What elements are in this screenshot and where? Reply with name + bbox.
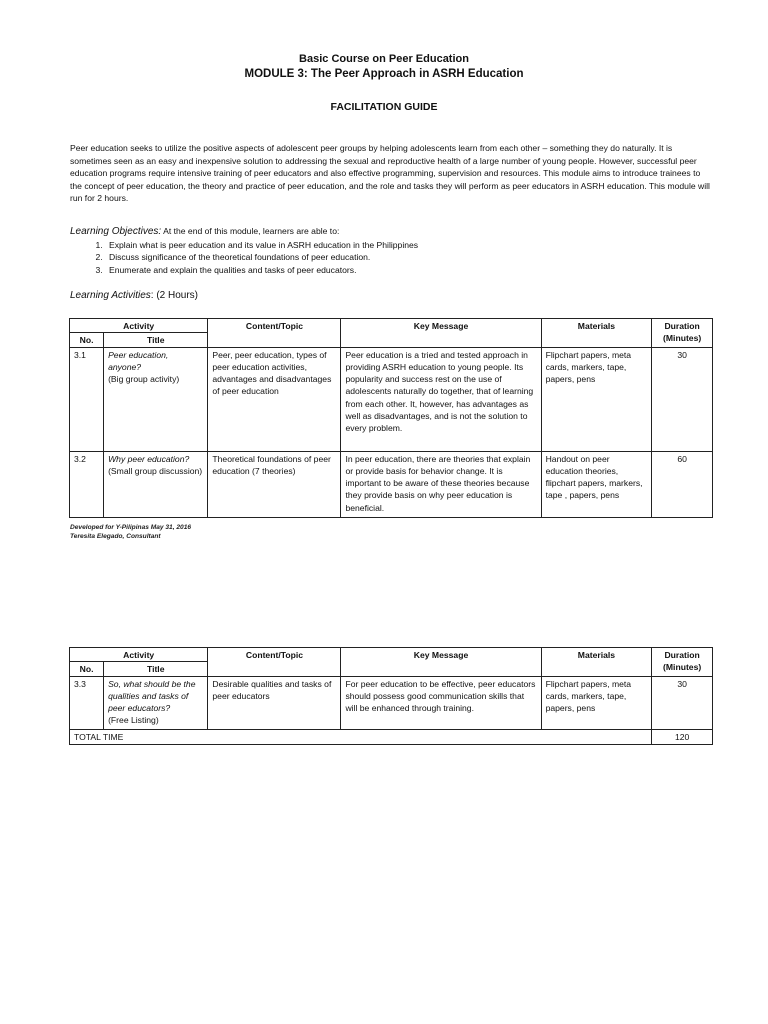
table-row <box>70 451 713 517</box>
objective-item: 3. Enumerate and explain the qualities and tasks of peer educators. <box>105 264 710 277</box>
row-title <box>104 347 208 451</box>
total-row <box>70 729 713 744</box>
header-activity: Activity <box>70 319 208 333</box>
objective-item: 2. Discuss significance of the theoretical foundations of peer education. <box>105 251 710 264</box>
table-header-row <box>70 648 713 662</box>
row-content: Desirable qualities and tasks of peer educators <box>208 676 341 729</box>
row-no: 3.3 <box>70 676 104 729</box>
row-title <box>104 451 208 517</box>
header-duration-line2: (Minutes) <box>663 662 702 673</box>
header-duration <box>652 648 713 677</box>
row-no: 3.2 <box>70 451 104 517</box>
header-duration-line1: Duration <box>664 650 700 660</box>
header-materials: Materials <box>541 648 652 677</box>
row-title-text: Peer education, anyone? <box>108 349 169 372</box>
row-duration: 30 <box>652 676 713 729</box>
learning-objectives <box>70 225 710 276</box>
row-format: (Small group discussion) <box>108 465 203 476</box>
header-duration-line1: Duration <box>664 321 700 331</box>
row-key-message: In peer education, there are theories that explain or provide basis for behavior change. It is important to be aware of these theories because they provide basis on why peer education is beneficial. <box>341 451 541 517</box>
activities-table-1 <box>69 318 713 518</box>
header-key-message: Key Message <box>341 319 541 348</box>
intro-paragraph: Peer education seeks to utilize the positive aspects of adolescent peer groups by helping adolescents learn from each other – something they do naturally. It is sometimes seen as an easy and inexpensive solution to addressing the sexual and reproductive health of a large number of young people. However, successful peer education programs require intensive training of peer educators and also effective programming, supervision and resources. This module aims to introduce trainees to the concept of peer education, the theory and practice of peer education, and the role and tasks they will perform as peer educators in ASRH education. This module will run for 2 hours. <box>70 143 710 203</box>
row-materials: Handout on peer education theories, flipchart papers, markers, tape , papers, pens <box>541 451 652 517</box>
footer-line-2: Teresita Elegado, Consultant <box>70 533 161 540</box>
row-title-text: So, what should be the qualities and tasks of peer educators? <box>108 678 196 714</box>
header-title: Title <box>104 662 208 676</box>
row-no: 3.1 <box>70 347 104 451</box>
activities-table-2 <box>69 647 713 745</box>
header-key-message: Key Message <box>341 648 541 677</box>
table-header-row <box>70 319 713 333</box>
objectives-list <box>70 239 710 277</box>
table-row <box>70 676 713 729</box>
objective-item: 1. Explain what is peer education and its value in ASRH education in the Philippines <box>105 239 710 252</box>
objectives-lead-rest: At the end of this module, learners are able to: <box>161 226 340 236</box>
footer-line-1: Developed for Y-Pilipinas May 31, 2016 <box>70 524 192 531</box>
header-title: Title <box>104 333 208 347</box>
course-title: Basic Course on Peer Education <box>299 53 469 65</box>
footer-credit <box>70 523 191 541</box>
row-key-message: Peer education is a tried and tested approach in providing ASRH education to young people. Its popularity and success rest on the use of adolescents naturally do together, that of learning from each other. It, however, has advantages as well as disadvantages, and is not the solution to every problem. <box>341 347 541 451</box>
header-duration-line2: (Minutes) <box>663 333 702 344</box>
row-materials: Flipchart papers, meta cards, markers, tape, papers, pens <box>541 676 652 729</box>
row-duration: 30 <box>652 347 713 451</box>
table-row <box>70 347 713 451</box>
row-key-message: For peer education to be effective, peer educators should possess good communication skills that will be enhanced through training. <box>341 676 541 729</box>
row-content: Theoretical foundations of peer education (7 theories) <box>208 451 341 517</box>
header-duration <box>652 319 713 348</box>
row-title-text: Why peer education? <box>108 453 190 464</box>
header-no: No. <box>70 333 104 347</box>
guide-title: FACILITATION GUIDE <box>330 101 438 113</box>
row-format: (Big group activity) <box>108 374 180 385</box>
objectives-lead: Learning Objectives: <box>70 226 162 237</box>
total-label: TOTAL TIME <box>70 729 652 744</box>
learning-activities-label <box>70 290 198 301</box>
row-content: Peer, peer education, types of peer education activities, advantages and disadvantages of peer education <box>208 347 341 451</box>
row-title <box>104 676 208 729</box>
row-format: (Free Listing) <box>108 715 159 726</box>
module-title: MODULE 3: The Peer Approach in ASRH Education <box>244 68 524 80</box>
header-materials: Materials <box>541 319 652 348</box>
activities-label-rest: : (2 Hours) <box>150 290 199 301</box>
activities-label-italic: Learning Activities <box>70 290 151 301</box>
header-activity: Activity <box>70 648 208 662</box>
total-value: 120 <box>652 729 713 744</box>
row-materials: Flipchart papers, meta cards, markers, tape, papers, pens <box>541 347 652 451</box>
header-content: Content/Topic <box>208 648 341 677</box>
row-duration: 60 <box>652 451 713 517</box>
header-no: No. <box>70 662 104 676</box>
header-content: Content/Topic <box>208 319 341 348</box>
